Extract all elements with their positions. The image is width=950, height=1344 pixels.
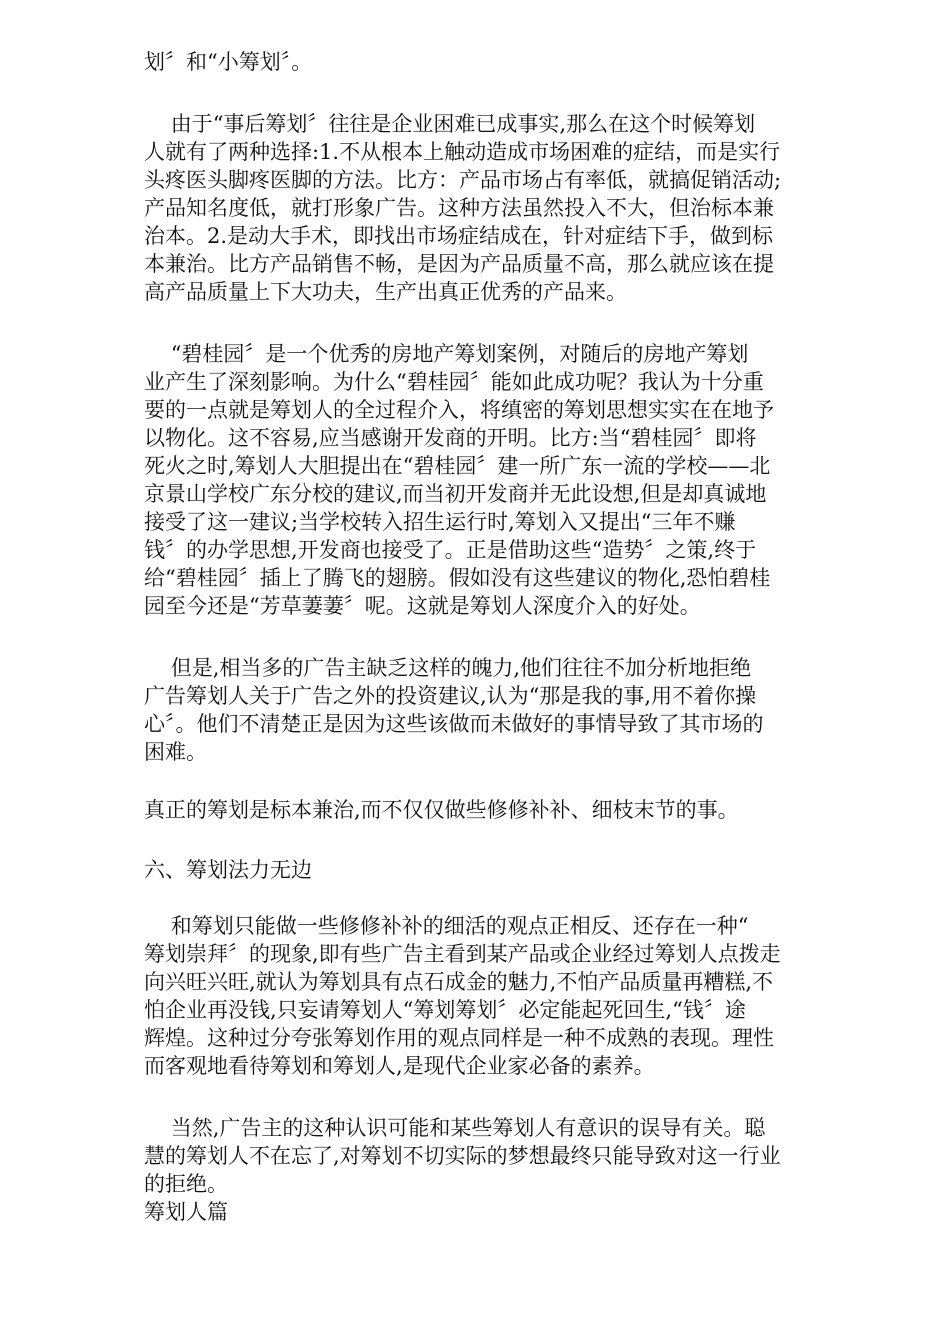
text-line: 慧的筹划人不在忘了,对筹划不切实际的梦想最终只能导致对这一行业: [144, 1144, 781, 1168]
text-line: 真正的筹划是标本兼治,而不仅仅做些修修补补、细枝末节的事。: [144, 798, 739, 822]
text-line: 辉煌。这种过分夸张筹划作用的观点同样是一种不成熟的表现。理性: [144, 1026, 774, 1050]
paragraph-5: [144, 796, 874, 824]
text-line: 划〞和“小筹划〞。: [144, 50, 313, 74]
text-line: 死火之时,筹划人大胆提出在“碧桂园〞建一所广东一流的学校——北: [144, 454, 771, 478]
text-line: 治本。2.是动大手术，即找出市场症结成在，针对症结下手，做到标: [144, 224, 774, 248]
text-line: 和筹划只能做一些修修补补的细活的观点正相反、还存在一种“: [144, 914, 749, 938]
text-line: 头疼医头脚疼医脚的方法。比方：产品市场占有率低，就搞促销活动;: [144, 168, 782, 192]
section-heading: [144, 856, 874, 884]
text-line: 由于“事后筹划〞往往是企业困难已成事实,那么在这个时候筹划: [144, 112, 756, 136]
text-line: 人就有了两种选择:1.不从根本上触动造成市场困难的症结，而是实行: [144, 140, 781, 164]
paragraph-7: [144, 1114, 874, 1226]
text-line: 六、筹划法力无边: [144, 858, 312, 882]
paragraph-1: [144, 48, 874, 76]
text-line: 园至今还是“芳草萋萋〞呢。这就是筹划人深度介入的好处。: [144, 594, 701, 618]
text-line: 以物化。这不容易,应当感谢开发商的开明。比方:当“碧桂园〞即将: [144, 426, 757, 450]
paragraph-3: [144, 340, 874, 620]
paragraph-6: [144, 912, 874, 1080]
text-line: 困难。: [144, 740, 207, 764]
text-line: 产品知名度低，就打形象广告。这种方法虽然投入不大，但治标本兼: [144, 196, 774, 220]
text-line: 心〞。他们不清楚正是因为这些该做而未做好的事情导致了其市场的: [144, 712, 764, 736]
text-line: 筹划人篇: [144, 1200, 228, 1224]
text-line: 但是,相当多的广告主缺乏这样的魄力,他们往往不加分析地拒绝: [144, 656, 752, 680]
text-line: 业产生了深刻影响。为什么“碧桂园〞能如此成功呢？我认为十分重: [144, 370, 764, 394]
text-line: 广告筹划人关于广告之外的投资建议,认为“那是我的事,用不着你操: [144, 684, 757, 708]
text-line: 京景山学校广东分校的建议,而当初开发商并无此设想,但是却真诚地: [144, 482, 767, 506]
text-line: 本兼治。比方产品销售不畅，是因为产品质量不高，那么就应该在提: [144, 252, 774, 276]
text-line: 的拒绝。: [144, 1172, 228, 1196]
text-line: 向兴旺兴旺,就认为筹划具有点石成金的魅力,不怕产品质量再糟糕,不: [144, 970, 774, 994]
text-line: “碧桂园〞是一个优秀的房地产筹划案例，对随后的房地产筹划: [144, 342, 749, 366]
paragraph-4: [144, 654, 874, 766]
text-line: 接受了这一建议;当学校转入招生运行时,筹划入又提出“三年不赚: [144, 510, 736, 534]
text-line: 高产品质量上下大功夫，生产出真正优秀的产品来。: [144, 280, 627, 304]
paragraph-2: [144, 110, 874, 306]
text-line: 当然,广告主的这种认识可能和某些筹划人有意识的误导有关。聪: [144, 1116, 766, 1140]
text-line: 而客观地看待筹划和筹划人,是现代企业家必备的素养。: [144, 1054, 655, 1078]
text-line: 要的一点就是筹划人的全过程介入，将缜密的筹划思想实实在在地予: [144, 398, 774, 422]
text-line: 给“碧桂园〞插上了腾飞的翅膀。假如没有这些建议的物化,恐怕碧桂: [144, 566, 771, 590]
text-line: 筹划崇拜〞的现象,即有些广告主看到某产品或企业经过筹划人点拨走: [144, 942, 781, 966]
text-line: 怕企业再没钱,只妄请筹划人“筹划筹划〞必定能起死回生,“钱〞途: [144, 998, 746, 1022]
text-line: 钱〞的办学思想,开发商也接受了。正是借助这些“造势〞之策,终于: [144, 538, 757, 562]
